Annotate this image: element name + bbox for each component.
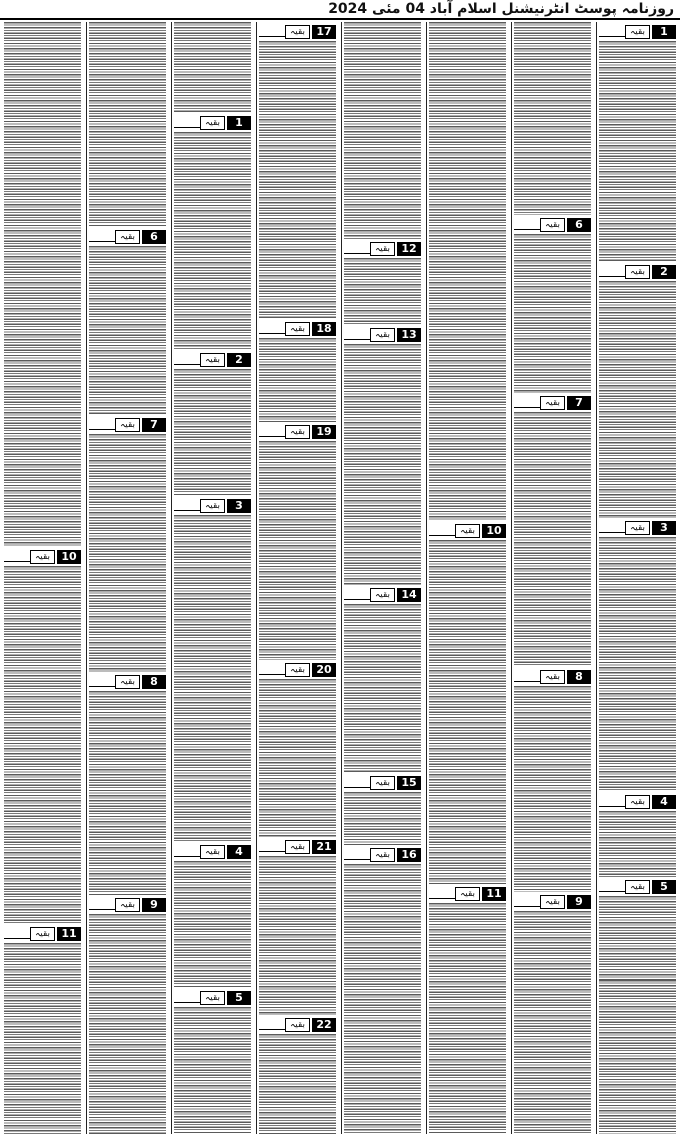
article-header [599, 795, 676, 809]
header-rule [259, 663, 285, 675]
continuation-tag: بقیہ [540, 895, 565, 909]
article-number: 7 [142, 418, 166, 432]
article-header [429, 887, 506, 901]
article-text [89, 22, 166, 227]
article-block [259, 319, 336, 423]
article-block [259, 22, 336, 319]
article-header [4, 927, 81, 941]
article-block [259, 1015, 336, 1134]
header-rule [174, 991, 200, 1003]
article-number: 4 [227, 845, 251, 859]
continuation-tag: بقیہ [370, 242, 395, 256]
article-header [514, 396, 591, 410]
article-block [429, 521, 506, 884]
header-rule [599, 25, 625, 37]
article-header [174, 116, 251, 130]
article-header [514, 895, 591, 909]
column-4 [341, 22, 423, 1134]
article-number: 9 [142, 898, 166, 912]
article-number: 18 [312, 322, 336, 336]
article-block [344, 325, 421, 585]
article-number: 1 [227, 116, 251, 130]
header-rule [259, 1018, 285, 1030]
article-block [599, 22, 676, 262]
article-block [429, 884, 506, 1134]
article-number: 15 [397, 776, 421, 790]
article-header [344, 848, 421, 862]
masthead-title: روزنامہ پوسٹ انٹرنیشنل اسلام آباد 04 مئی 2024 [328, 1, 674, 17]
article-text [344, 258, 421, 326]
column-8 [2, 22, 83, 1134]
header-rule [344, 776, 370, 788]
article-number: 12 [397, 242, 421, 256]
article-header [174, 499, 251, 513]
column-3 [426, 22, 508, 1134]
column-1 [596, 22, 678, 1134]
article-text [514, 412, 591, 667]
continuation-tag: بقیہ [370, 328, 395, 342]
article-number: 17 [312, 25, 336, 39]
header-rule [259, 840, 285, 852]
article-block [89, 227, 166, 415]
article-header [259, 322, 336, 336]
article-text [344, 344, 421, 585]
header-rule [89, 898, 115, 910]
article-block [89, 415, 166, 672]
continuation-tag: بقیہ [115, 898, 140, 912]
continuation-tag: بقیہ [625, 521, 650, 535]
article-block [174, 842, 251, 988]
article-text [344, 792, 421, 845]
article-number: 14 [397, 588, 421, 602]
article-number: 11 [482, 887, 506, 901]
continuation-tag: بقیہ [625, 880, 650, 894]
column-7 [86, 22, 168, 1134]
article-text [429, 540, 506, 884]
header-rule [429, 524, 455, 536]
article-header [4, 550, 81, 564]
article-number: 1 [652, 25, 676, 39]
continuation-tag: بقیہ [285, 425, 310, 439]
article-block [514, 215, 591, 392]
article-number: 10 [482, 524, 506, 538]
article-header [174, 353, 251, 367]
header-rule [344, 242, 370, 254]
article-number: 5 [227, 991, 251, 1005]
article-block [344, 239, 421, 326]
article-block [344, 585, 421, 773]
article-text [174, 515, 251, 842]
article-header [89, 230, 166, 244]
article-header [344, 776, 421, 790]
article-text [514, 234, 591, 392]
continuation-tag: بقیہ [540, 218, 565, 232]
article-header [259, 1018, 336, 1032]
continuation-tag: بقیہ [200, 499, 225, 513]
article-header [344, 588, 421, 602]
article-text [259, 41, 336, 319]
article-number: 4 [652, 795, 676, 809]
continuation-tag: بقیہ [370, 776, 395, 790]
article-number: 20 [312, 663, 336, 677]
article-number: 13 [397, 328, 421, 342]
article-block [89, 22, 166, 227]
article-header [599, 880, 676, 894]
header-rule [514, 396, 540, 408]
header-rule [259, 25, 285, 37]
article-text [514, 22, 591, 215]
article-block [599, 262, 676, 519]
article-block [4, 547, 81, 925]
article-number: 22 [312, 1018, 336, 1032]
article-block [514, 22, 591, 215]
article-text [259, 679, 336, 838]
continuation-tag: بقیہ [455, 887, 480, 901]
article-header [599, 25, 676, 39]
header-rule [599, 880, 625, 892]
article-block [174, 22, 251, 113]
article-number: 8 [142, 675, 166, 689]
article-text [174, 861, 251, 988]
article-block [599, 980, 676, 1134]
header-rule [344, 848, 370, 860]
article-block [599, 792, 676, 878]
header-rule [259, 322, 285, 334]
article-block [514, 892, 591, 1134]
article-block [344, 845, 421, 1134]
continuation-tag: بقیہ [200, 353, 225, 367]
article-header [514, 218, 591, 232]
article-text [174, 132, 251, 350]
article-number: 21 [312, 840, 336, 854]
article-header [344, 242, 421, 256]
continuation-tag: بقیہ [540, 670, 565, 684]
article-header [89, 898, 166, 912]
header-rule [599, 521, 625, 533]
article-block [174, 113, 251, 350]
article-block [4, 924, 81, 1134]
article-text [174, 22, 251, 113]
header-rule [89, 230, 115, 242]
article-block [174, 496, 251, 842]
header-rule [174, 353, 200, 365]
continuation-tag: بقیہ [540, 396, 565, 410]
article-number: 2 [227, 353, 251, 367]
article-text [89, 691, 166, 894]
header-rule [174, 845, 200, 857]
article-text [344, 604, 421, 773]
article-header [599, 265, 676, 279]
article-header [89, 418, 166, 432]
article-text [599, 811, 676, 878]
header-rule [599, 265, 625, 277]
article-text [599, 980, 676, 1134]
article-number: 19 [312, 425, 336, 439]
article-text [259, 441, 336, 659]
article-header [174, 991, 251, 1005]
article-block [599, 518, 676, 792]
article-block [514, 667, 591, 893]
article-number: 2 [652, 265, 676, 279]
article-text [4, 566, 81, 925]
article-header [599, 521, 676, 535]
article-text [344, 864, 421, 1134]
article-number: 11 [57, 927, 81, 941]
article-text [599, 537, 676, 792]
article-number: 5 [652, 880, 676, 894]
newspaper-page [0, 22, 680, 1134]
article-number: 16 [397, 848, 421, 862]
article-header [259, 425, 336, 439]
continuation-tag: بقیہ [370, 588, 395, 602]
column-2 [511, 22, 593, 1134]
column-5 [256, 22, 338, 1134]
article-number: 3 [652, 521, 676, 535]
header-rule [514, 895, 540, 907]
article-text [514, 686, 591, 893]
article-block [344, 22, 421, 239]
continuation-tag: بقیہ [285, 1018, 310, 1032]
masthead [0, 0, 680, 20]
article-text [514, 911, 591, 1134]
article-text [429, 22, 506, 521]
header-rule [174, 499, 200, 511]
header-rule [599, 795, 625, 807]
article-block [344, 773, 421, 845]
header-rule [429, 887, 455, 899]
article-number: 7 [567, 396, 591, 410]
article-header [89, 675, 166, 689]
continuation-tag: بقیہ [285, 25, 310, 39]
column-6 [171, 22, 253, 1134]
continuation-tag: بقیہ [115, 230, 140, 244]
article-text [599, 41, 676, 262]
article-text [599, 896, 676, 980]
article-block [174, 988, 251, 1134]
article-block [89, 895, 166, 1135]
continuation-tag: بقیہ [285, 840, 310, 854]
header-rule [514, 218, 540, 230]
article-header [344, 328, 421, 342]
article-text [174, 369, 251, 496]
continuation-tag: بقیہ [200, 991, 225, 1005]
continuation-tag: بقیہ [30, 550, 55, 564]
header-rule [174, 116, 200, 128]
article-block [259, 422, 336, 659]
continuation-tag: بقیہ [285, 322, 310, 336]
header-rule [4, 927, 30, 939]
article-text [599, 281, 676, 519]
article-text [259, 338, 336, 423]
article-number: 8 [567, 670, 591, 684]
article-block [429, 22, 506, 521]
article-text [89, 246, 166, 415]
article-text [89, 434, 166, 672]
continuation-tag: بقیہ [285, 663, 310, 677]
article-block [259, 660, 336, 838]
article-block [89, 672, 166, 894]
article-text [429, 903, 506, 1134]
article-number: 6 [567, 218, 591, 232]
article-text [4, 22, 81, 547]
article-header [259, 663, 336, 677]
continuation-tag: بقیہ [625, 265, 650, 279]
header-rule [89, 675, 115, 687]
article-text [344, 22, 421, 239]
article-header [174, 845, 251, 859]
article-block [259, 837, 336, 1015]
article-number: 3 [227, 499, 251, 513]
article-text [259, 1034, 336, 1134]
continuation-tag: بقیہ [625, 795, 650, 809]
continuation-tag: بقیہ [455, 524, 480, 538]
article-number: 9 [567, 895, 591, 909]
article-text [89, 914, 166, 1135]
continuation-tag: بقیہ [625, 25, 650, 39]
article-block [514, 393, 591, 667]
article-number: 6 [142, 230, 166, 244]
continuation-tag: بقیہ [200, 116, 225, 130]
article-header [429, 524, 506, 538]
article-text [259, 856, 336, 1015]
header-rule [4, 550, 30, 562]
article-header [259, 840, 336, 854]
continuation-tag: بقیہ [370, 848, 395, 862]
continuation-tag: بقیہ [200, 845, 225, 859]
continuation-tag: بقیہ [115, 675, 140, 689]
continuation-tag: بقیہ [30, 927, 55, 941]
article-number: 10 [57, 550, 81, 564]
header-rule [514, 670, 540, 682]
continuation-tag: بقیہ [115, 418, 140, 432]
article-block [174, 350, 251, 496]
article-block [599, 877, 676, 980]
article-header [514, 670, 591, 684]
header-rule [344, 588, 370, 600]
header-rule [89, 418, 115, 430]
article-text [4, 943, 81, 1134]
article-header [259, 25, 336, 39]
header-rule [344, 328, 370, 340]
article-block [4, 22, 81, 547]
header-rule [259, 425, 285, 437]
article-text [174, 1007, 251, 1134]
